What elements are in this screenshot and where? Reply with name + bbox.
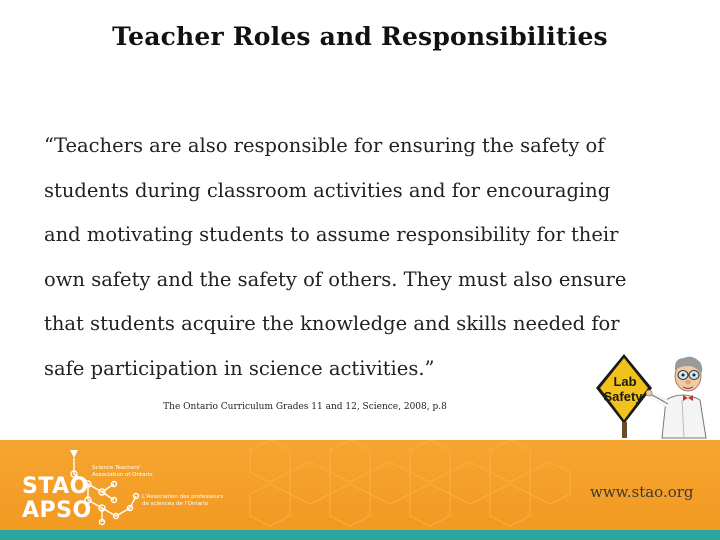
- logo-en-line2: Association of Ontario: [92, 471, 153, 478]
- lab-safety-line2: Safety: [603, 389, 643, 404]
- footer-bottom-strip: [0, 530, 720, 540]
- quote-line: safe participation in science activities.”: [44, 356, 435, 380]
- logo-fr-line1: L'Association des professeurs: [142, 494, 224, 500]
- logo-apso-text: APSO: [22, 498, 92, 523]
- quote-line: and motivating students to assume responsibility for their: [44, 223, 619, 246]
- logo-fr-line2: de sciences de l'Ontario: [142, 500, 209, 507]
- quote-line: own safety and the safety of others. They must also ensure: [44, 267, 627, 291]
- slide-title: Teacher Roles and Responsibilities: [112, 22, 608, 51]
- quote-block: [44, 124, 684, 391]
- citation: The Ontario Curriculum Grades 11 and 12, Science, 2008, p.8: [163, 402, 447, 412]
- quote-line: students during classroom activities and for encouraging: [44, 178, 611, 202]
- logo-french-name: [142, 494, 234, 507]
- lab-safety-sign: [592, 348, 716, 440]
- logo-english-name: [92, 465, 172, 478]
- warning-sign-icon: [596, 354, 652, 438]
- logo-stao-text: STAO: [22, 474, 89, 499]
- quote-line: that students acquire the knowledge and skills needed for: [44, 312, 620, 335]
- scientist-cartoon-icon: [646, 357, 706, 438]
- quote-line: “Teachers are also responsible for ensuring the safety of: [44, 134, 605, 157]
- lab-safety-line1: Lab: [613, 374, 637, 389]
- website-link[interactable]: www.stao.org: [590, 483, 694, 501]
- logo-en-line1: Science Teachers': [92, 465, 141, 471]
